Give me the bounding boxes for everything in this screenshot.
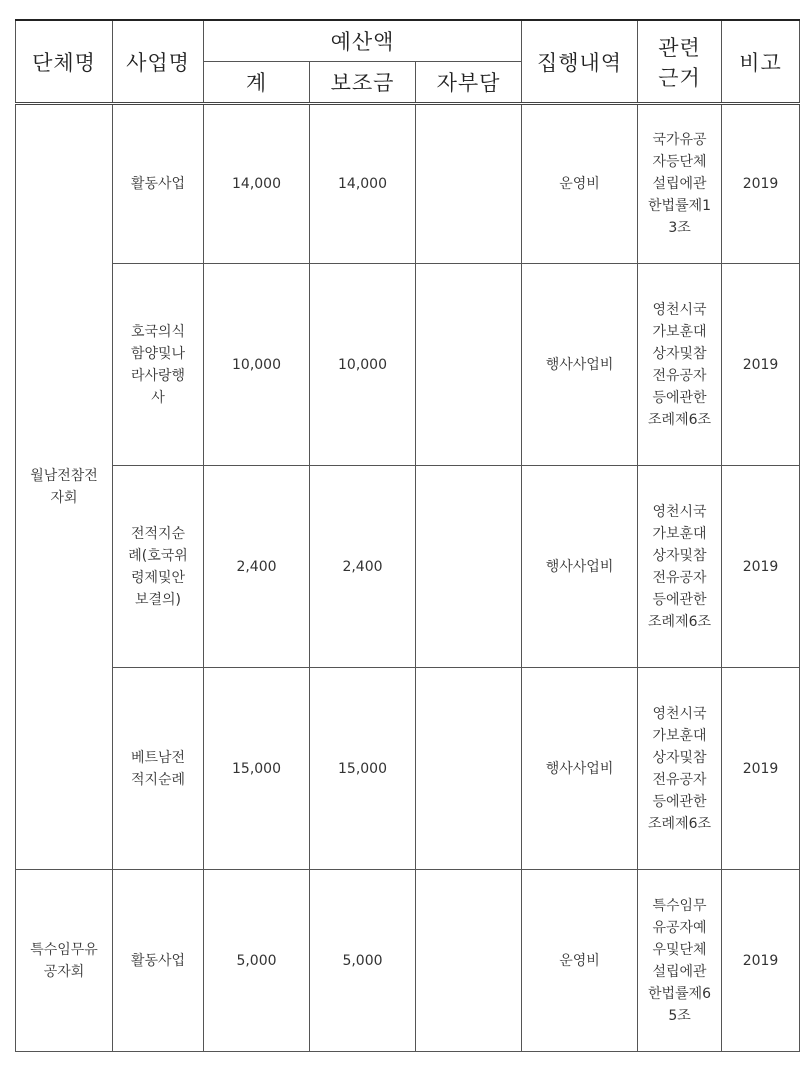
execution-cell: 운영비	[522, 104, 638, 264]
project-text: 호국의식함양및나라사랑행사	[130, 323, 186, 406]
note-cell: 2019	[722, 668, 800, 870]
subsidy-cell: 14,000	[310, 104, 416, 264]
basis-text: 특수임무유공자예우및단체설립에관한법률제65조	[648, 897, 712, 1024]
table-row	[16, 466, 800, 668]
header-subsidy: 보조금	[310, 62, 416, 104]
basis-text: 영천시국가보훈대상자및참전유공자등에관한조례제6조	[648, 301, 712, 428]
total-cell: 15,000	[204, 668, 310, 870]
self-cell	[416, 264, 522, 466]
basis-cell	[638, 264, 722, 466]
header-total: 계	[204, 62, 310, 104]
org-name-text: 특수임무유공자회	[30, 941, 98, 980]
header-basis-text: 관련근거	[658, 35, 701, 90]
note-cell: 2019	[722, 264, 800, 466]
basis-cell	[638, 104, 722, 264]
self-cell	[416, 466, 522, 668]
project-cell	[113, 264, 204, 466]
project-text: 활동사업	[130, 176, 186, 192]
note-cell: 2019	[722, 104, 800, 264]
table-row	[16, 104, 800, 264]
subsidy-cell: 15,000	[310, 668, 416, 870]
basis-text: 국가유공자등단체설립에관한법률제13조	[648, 132, 712, 236]
header-budget: 예산액	[204, 20, 522, 62]
org-cell	[16, 870, 113, 1052]
basis-cell	[638, 668, 722, 870]
header-basis	[638, 20, 722, 104]
total-cell: 10,000	[204, 264, 310, 466]
header-project-name: 사업명	[113, 20, 204, 104]
self-cell	[416, 668, 522, 870]
table-header	[16, 20, 800, 104]
header-org-name: 단체명	[16, 20, 113, 104]
subsidy-cell: 10,000	[310, 264, 416, 466]
execution-cell: 행사사업비	[522, 466, 638, 668]
subsidy-cell: 2,400	[310, 466, 416, 668]
execution-cell: 운영비	[522, 870, 638, 1052]
total-cell: 14,000	[204, 104, 310, 264]
project-text: 활동사업	[130, 952, 186, 969]
table-body	[16, 104, 800, 1052]
table-row	[16, 668, 800, 870]
header-self-burden: 자부담	[416, 62, 522, 104]
project-text: 베트남전적지순례	[130, 749, 186, 788]
note-cell: 2019	[722, 466, 800, 668]
total-cell: 2,400	[204, 466, 310, 668]
execution-cell: 행사사업비	[522, 668, 638, 870]
basis-text: 영천시국가보훈대상자및참전유공자등에관한조례제6조	[648, 503, 712, 630]
project-text: 전적지순례(호국위령제및안보결의)	[128, 525, 188, 608]
self-cell	[416, 104, 522, 264]
header-execution: 집행내역	[522, 20, 638, 104]
basis-cell	[638, 466, 722, 668]
table-row	[16, 870, 800, 1052]
execution-cell: 행사사업비	[522, 264, 638, 466]
note-cell: 2019	[722, 870, 800, 1052]
project-cell	[113, 870, 204, 1052]
basis-cell	[638, 870, 722, 1052]
total-cell: 5,000	[204, 870, 310, 1052]
project-cell	[113, 104, 204, 264]
project-cell	[113, 466, 204, 668]
budget-table-container	[15, 19, 799, 1052]
org-name-text: 월남전참전자회	[30, 468, 98, 506]
org-cell	[16, 104, 113, 870]
table-row	[16, 264, 800, 466]
basis-text: 영천시국가보훈대상자및참전유공자등에관한조례제6조	[648, 705, 712, 832]
project-cell	[113, 668, 204, 870]
header-note: 비고	[722, 20, 800, 104]
self-cell	[416, 870, 522, 1052]
budget-table	[15, 19, 800, 1052]
subsidy-cell: 5,000	[310, 870, 416, 1052]
